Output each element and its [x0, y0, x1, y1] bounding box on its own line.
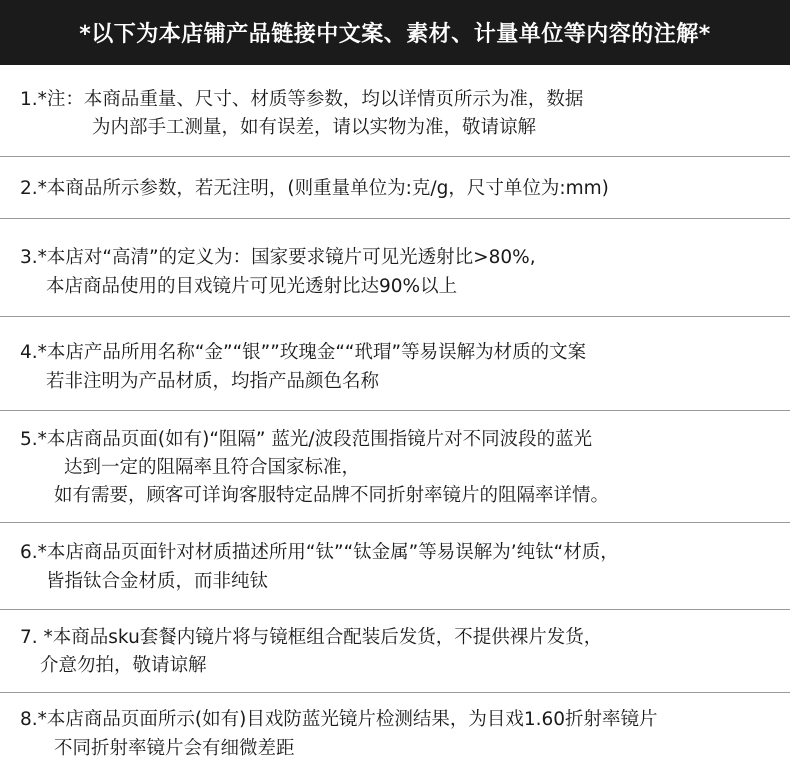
note-6-line-1: 6.*本店商品页面针对材质描述所用“钛”“钛金属”等易误解为’纯钛“材质，: [20, 542, 619, 563]
divider: [0, 316, 790, 317]
header-banner: [0, 0, 790, 65]
note-1-line-2: 为内部手工测量，如有误差，请以实物为准，敬请谅解: [92, 117, 537, 138]
divider: [0, 410, 790, 411]
note-3-line-2: 本店商品使用的目戏镜片可见光透射比达90%以上: [46, 276, 458, 297]
note-4-line-1: 4.*本店产品所用名称“金”“银””玫瑰金““玳瑁”等易误解为材质的文案: [20, 342, 587, 363]
divider: [0, 609, 790, 610]
divider: [0, 522, 790, 523]
note-5-line-1: 5.*本店商品页面(如有)“阻隔” 蓝光/波段范围指镜片对不同波段的蓝光: [20, 429, 593, 450]
divider: [0, 692, 790, 693]
note-7-line-2: 介意勿拍，敬请谅解: [40, 655, 207, 676]
note-2-line-1: 2.*本商品所示参数，若无注明，(则重量单位为:克/g，尺寸单位为:mm): [20, 178, 609, 199]
note-7-line-1: 7. *本商品sku套餐内镜片将与镜框组合配装后发货，不提供裸片发货，: [20, 627, 603, 648]
note-4-line-2: 若非注明为产品材质，均指产品颜色名称: [46, 371, 380, 392]
note-8-line-2: 不同折射率镜片会有细微差距: [54, 738, 295, 759]
note-6-line-2: 皆指钛合金材质，而非纯钛: [46, 571, 269, 592]
note-1-line-1: 1.*注：本商品重量、尺寸、材质等参数，均以详情页所示为准，数据: [20, 89, 584, 110]
note-3-line-1: 3.*本店对“高清”的定义为：国家要求镜片可见光透射比>80%,: [20, 247, 536, 268]
header-title: *以下为本店铺产品链接中文案、素材、计量单位等内容的注解*: [79, 22, 711, 47]
note-8-line-1: 8.*本店商品页面所示(如有)目戏防蓝光镜片检测结果，为目戏1.60折射率镜片: [20, 709, 658, 730]
divider: [0, 156, 790, 157]
divider: [0, 218, 790, 219]
note-5-line-2: 达到一定的阻隔率且符合国家标准，: [64, 457, 361, 478]
note-5-line-3: 如有需要，顾客可详询客服特定品牌不同折射率镜片的阻隔率详情。: [54, 485, 610, 506]
